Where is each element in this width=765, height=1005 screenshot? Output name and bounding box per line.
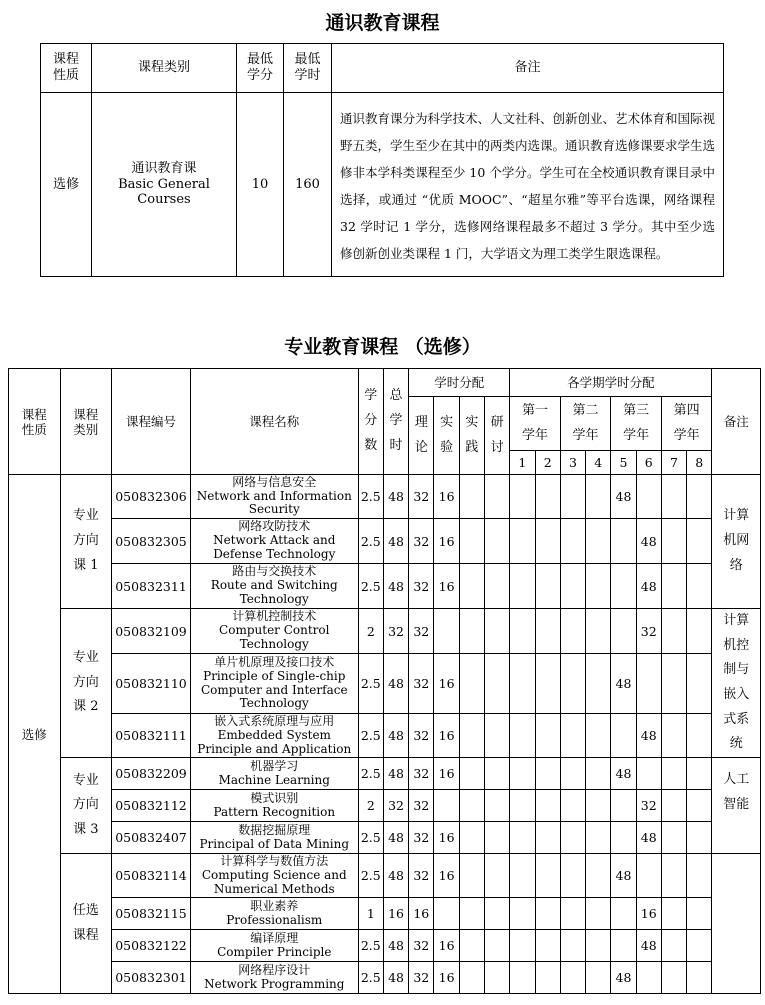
group-name-3: 专业 方向 课 3 (60, 758, 112, 854)
course-name: 编译原理 Compiler Principle (190, 930, 358, 962)
semester-4-hours (586, 898, 611, 930)
semester-6-hours: 32 (636, 609, 661, 654)
group-note-4 (712, 854, 761, 994)
semester-4-hours (586, 854, 611, 898)
course-name: 网络程序设计 Network Programming (190, 962, 358, 994)
semester-8-hours (687, 930, 712, 962)
course-practice-hours (459, 822, 484, 854)
course-practice-hours (459, 930, 484, 962)
course-experiment-hours: 16 (434, 654, 459, 714)
semester-3-hours (560, 564, 585, 609)
header-year-2: 第二 学年 (560, 397, 611, 451)
semester-1-hours (510, 475, 535, 519)
semester-6-hours (636, 475, 661, 519)
semester-2-hours (535, 790, 560, 822)
course-code: 050832311 (112, 564, 191, 609)
semester-5-hours: 48 (611, 475, 636, 519)
semester-2-hours (535, 654, 560, 714)
course-experiment-hours: 16 (434, 822, 459, 854)
semester-7-hours (661, 609, 686, 654)
course-practice-hours (459, 519, 484, 564)
header-semester-distribution: 各学期学时分配 (510, 369, 712, 397)
general-education-table (40, 43, 724, 277)
semester-2-hours (535, 564, 560, 609)
semester-2-hours (535, 898, 560, 930)
course-practice-hours (459, 758, 484, 790)
semester-3-hours (560, 519, 585, 564)
semester-4-hours (586, 714, 611, 758)
general-notes: 通识教育课分为科学技术、人文社科、创新创业、艺术体育和国际视野五类，学生至少在其中的两类内选课。通识教育选修课要求学生选修非本学科类课程至少 10 个学分。学生可在全校通识教育课目录中选择，或通过 “优质 MOOC”、“超星尔雅”等平台选课，网络课程 32 学时记 1 学分，选修网络课程最多不超过 3 学分。其中至少选修创新创业类课程 1 门，大学语文为理工类学生限选课程。 (332, 93, 724, 277)
course-credits: 2.5 (358, 962, 383, 994)
header-category: 课程 类别 (60, 369, 112, 475)
semester-4-hours (586, 930, 611, 962)
semester-6-hours: 48 (636, 519, 661, 564)
course-code: 050832114 (112, 854, 191, 898)
course-theory-hours: 32 (409, 519, 434, 564)
course-theory-hours: 32 (409, 564, 434, 609)
course-name: 嵌入式系统原理与应用 Embedded System Principle and Application (190, 714, 358, 758)
semester-3-hours (560, 758, 585, 790)
semester-3-hours (560, 714, 585, 758)
course-theory-hours: 16 (409, 898, 434, 930)
course-experiment-hours: 16 (434, 854, 459, 898)
semester-1-hours (510, 790, 535, 822)
semester-8-hours (687, 854, 712, 898)
group-name-1: 专业 方向 课 1 (60, 475, 112, 609)
course-practice-hours (459, 714, 484, 758)
pro-nature: 选修 (9, 475, 61, 994)
semester-6-hours (636, 962, 661, 994)
header-notes: 备注 (332, 44, 724, 93)
semester-7-hours (661, 714, 686, 758)
semester-7-hours (661, 519, 686, 564)
course-practice-hours (459, 962, 484, 994)
header-min-hours: 最低 学时 (284, 44, 332, 93)
table-row (9, 930, 761, 962)
semester-5-hours (611, 519, 636, 564)
header-min-credits: 最低 学分 (237, 44, 284, 93)
semester-1-hours (510, 930, 535, 962)
semester-8-hours (687, 962, 712, 994)
course-credits: 2.5 (358, 475, 383, 519)
course-experiment-hours: 16 (434, 475, 459, 519)
course-total-hours: 48 (383, 962, 408, 994)
semester-4-hours (586, 564, 611, 609)
semester-5-hours (611, 790, 636, 822)
course-seminar-hours (484, 564, 509, 609)
course-experiment-hours: 16 (434, 519, 459, 564)
semester-2-hours (535, 962, 560, 994)
general-category: 通识教育课 Basic General Courses (92, 93, 237, 277)
semester-4-hours (586, 790, 611, 822)
course-total-hours: 16 (383, 898, 408, 930)
course-experiment-hours: 16 (434, 962, 459, 994)
header-semester-7: 7 (661, 451, 686, 475)
semester-5-hours: 48 (611, 758, 636, 790)
header-semester-1: 1 (510, 451, 535, 475)
semester-1-hours (510, 822, 535, 854)
semester-6-hours (636, 758, 661, 790)
header-category: 课程类别 (92, 44, 237, 93)
professional-education-title: 专业教育课程 （选修） (284, 336, 481, 358)
course-total-hours: 48 (383, 714, 408, 758)
course-seminar-hours (484, 475, 509, 519)
course-total-hours: 48 (383, 654, 408, 714)
semester-4-hours (586, 519, 611, 564)
semester-7-hours (661, 930, 686, 962)
header-semester-4: 4 (586, 451, 611, 475)
course-credits: 2 (358, 790, 383, 822)
professional-education-table (8, 368, 761, 994)
semester-8-hours (687, 519, 712, 564)
semester-5-hours (611, 714, 636, 758)
course-credits: 2 (358, 609, 383, 654)
header-code: 课程编号 (112, 369, 191, 475)
general-education-title: 通识教育课程 (325, 12, 440, 34)
semester-4-hours (586, 822, 611, 854)
course-seminar-hours (484, 758, 509, 790)
course-credits: 2.5 (358, 854, 383, 898)
course-code: 050832115 (112, 898, 191, 930)
table-row (9, 714, 761, 758)
semester-1-hours (510, 714, 535, 758)
course-code: 050832209 (112, 758, 191, 790)
semester-1-hours (510, 898, 535, 930)
course-total-hours: 48 (383, 822, 408, 854)
course-name: 数据挖掘原理 Principal of Data Mining (190, 822, 358, 854)
table-row (9, 790, 761, 822)
group-note-2: 计算 机控 制与 嵌入 式系 统 (712, 609, 761, 758)
semester-6-hours: 32 (636, 790, 661, 822)
course-credits: 2.5 (358, 519, 383, 564)
general-min-hours: 160 (284, 93, 332, 277)
semester-1-hours (510, 654, 535, 714)
semester-4-hours (586, 609, 611, 654)
header-semester-6: 6 (636, 451, 661, 475)
table-row (9, 609, 761, 654)
semester-3-hours (560, 654, 585, 714)
semester-7-hours (661, 962, 686, 994)
course-theory-hours: 32 (409, 930, 434, 962)
course-theory-hours: 32 (409, 714, 434, 758)
group-name-2: 专业 方向 课 2 (60, 609, 112, 758)
semester-5-hours (611, 609, 636, 654)
table-row (9, 758, 761, 790)
semester-7-hours (661, 854, 686, 898)
semester-5-hours (611, 822, 636, 854)
general-min-credits: 10 (237, 93, 284, 277)
course-theory-hours: 32 (409, 854, 434, 898)
course-practice-hours (459, 654, 484, 714)
general-nature: 选修 (41, 93, 92, 277)
semester-7-hours (661, 822, 686, 854)
course-total-hours: 48 (383, 758, 408, 790)
semester-6-hours: 48 (636, 564, 661, 609)
course-code: 050832110 (112, 654, 191, 714)
header-semester-2: 2 (535, 451, 560, 475)
course-experiment-hours (434, 898, 459, 930)
semester-2-hours (535, 714, 560, 758)
semester-4-hours (586, 962, 611, 994)
course-seminar-hours (484, 898, 509, 930)
course-credits: 2.5 (358, 654, 383, 714)
header-year-1: 第一 学年 (510, 397, 561, 451)
table-row (9, 519, 761, 564)
semester-1-hours (510, 564, 535, 609)
header-semester-5: 5 (611, 451, 636, 475)
semester-6-hours: 48 (636, 930, 661, 962)
semester-7-hours (661, 475, 686, 519)
semester-8-hours (687, 898, 712, 930)
course-theory-hours: 32 (409, 758, 434, 790)
semester-8-hours (687, 609, 712, 654)
semester-6-hours (636, 654, 661, 714)
semester-6-hours: 16 (636, 898, 661, 930)
course-code: 050832109 (112, 609, 191, 654)
header-nature: 课程 性质 (41, 44, 92, 93)
semester-3-hours (560, 898, 585, 930)
course-credits: 2.5 (358, 930, 383, 962)
header-notes: 备注 (712, 369, 761, 475)
course-total-hours: 48 (383, 519, 408, 564)
course-practice-hours (459, 564, 484, 609)
table-row (9, 475, 761, 519)
semester-3-hours (560, 930, 585, 962)
course-practice-hours (459, 854, 484, 898)
semester-3-hours (560, 475, 585, 519)
semester-2-hours (535, 822, 560, 854)
course-total-hours: 48 (383, 475, 408, 519)
pro-header-row-1 (9, 369, 761, 397)
course-code: 050832407 (112, 822, 191, 854)
semester-2-hours (535, 854, 560, 898)
course-experiment-hours: 16 (434, 758, 459, 790)
table-row (9, 654, 761, 714)
semester-3-hours (560, 609, 585, 654)
semester-7-hours (661, 758, 686, 790)
semester-6-hours: 48 (636, 714, 661, 758)
course-total-hours: 48 (383, 930, 408, 962)
semester-2-hours (535, 930, 560, 962)
semester-1-hours (510, 519, 535, 564)
course-credits: 2.5 (358, 564, 383, 609)
header-practice: 实 践 (459, 397, 484, 475)
course-total-hours: 32 (383, 790, 408, 822)
semester-8-hours (687, 822, 712, 854)
semester-1-hours (510, 854, 535, 898)
semester-8-hours (687, 714, 712, 758)
group-note-3: 人工 智能 (712, 758, 761, 854)
header-year-3: 第三 学年 (611, 397, 662, 451)
header-seminar: 研 讨 (484, 397, 509, 475)
semester-4-hours (586, 654, 611, 714)
course-seminar-hours (484, 790, 509, 822)
course-total-hours: 48 (383, 564, 408, 609)
course-code: 050832112 (112, 790, 191, 822)
semester-1-hours (510, 962, 535, 994)
course-name: 计算科学与数值方法 Computing Science and Numerical Methods (190, 854, 358, 898)
general-header-row (41, 44, 724, 93)
semester-5-hours (611, 898, 636, 930)
course-name: 单片机原理及接口技术 Principle of Single-chip Computer and Interface Technology (190, 654, 358, 714)
semester-7-hours (661, 654, 686, 714)
course-theory-hours: 32 (409, 822, 434, 854)
semester-5-hours (611, 930, 636, 962)
course-experiment-hours: 16 (434, 930, 459, 962)
semester-6-hours: 48 (636, 822, 661, 854)
group-note-1: 计算 机网 络 (712, 475, 761, 609)
semester-2-hours (535, 519, 560, 564)
course-name: 网络与信息安全 Network and Information Security (190, 475, 358, 519)
semester-3-hours (560, 790, 585, 822)
semester-8-hours (687, 475, 712, 519)
table-row (9, 962, 761, 994)
semester-7-hours (661, 898, 686, 930)
course-seminar-hours (484, 519, 509, 564)
semester-8-hours (687, 654, 712, 714)
course-practice-hours (459, 475, 484, 519)
course-theory-hours: 32 (409, 962, 434, 994)
course-name: 模式识别 Pattern Recognition (190, 790, 358, 822)
header-total-hours: 总 学 时 (383, 369, 408, 475)
course-code: 050832305 (112, 519, 191, 564)
course-code: 050832111 (112, 714, 191, 758)
course-credits: 2.5 (358, 822, 383, 854)
course-total-hours: 48 (383, 854, 408, 898)
semester-7-hours (661, 790, 686, 822)
course-name: 机器学习 Machine Learning (190, 758, 358, 790)
course-seminar-hours (484, 609, 509, 654)
course-seminar-hours (484, 654, 509, 714)
semester-4-hours (586, 475, 611, 519)
general-data-row (41, 93, 724, 277)
course-code: 050832301 (112, 962, 191, 994)
header-semester-8: 8 (687, 451, 712, 475)
semester-2-hours (535, 475, 560, 519)
course-seminar-hours (484, 714, 509, 758)
course-credits: 1 (358, 898, 383, 930)
semester-8-hours (687, 758, 712, 790)
course-experiment-hours: 16 (434, 714, 459, 758)
course-practice-hours (459, 898, 484, 930)
course-total-hours: 32 (383, 609, 408, 654)
semester-5-hours: 48 (611, 654, 636, 714)
semester-1-hours (510, 758, 535, 790)
course-practice-hours (459, 609, 484, 654)
course-theory-hours: 32 (409, 790, 434, 822)
header-credits: 学 分 数 (358, 369, 383, 475)
semester-5-hours: 48 (611, 962, 636, 994)
semester-5-hours: 48 (611, 854, 636, 898)
header-theory: 理 论 (409, 397, 434, 475)
course-code: 050832306 (112, 475, 191, 519)
table-row (9, 822, 761, 854)
course-name: 网络攻防技术 Network Attack and Defense Technology (190, 519, 358, 564)
semester-3-hours (560, 822, 585, 854)
semester-2-hours (535, 609, 560, 654)
course-name: 计算机控制技术 Computer Control Technology (190, 609, 358, 654)
semester-8-hours (687, 564, 712, 609)
semester-6-hours (636, 854, 661, 898)
table-row (9, 564, 761, 609)
semester-8-hours (687, 790, 712, 822)
semester-3-hours (560, 962, 585, 994)
course-code: 050832122 (112, 930, 191, 962)
course-experiment-hours (434, 790, 459, 822)
course-theory-hours: 32 (409, 475, 434, 519)
course-credits: 2.5 (358, 758, 383, 790)
header-hours-distribution: 学时分配 (409, 369, 510, 397)
table-row (9, 898, 761, 930)
semester-5-hours (611, 564, 636, 609)
header-name: 课程名称 (190, 369, 358, 475)
course-practice-hours (459, 790, 484, 822)
semester-3-hours (560, 854, 585, 898)
header-semester-3: 3 (560, 451, 585, 475)
header-nature: 课程 性质 (9, 369, 61, 475)
course-name: 职业素养 Professionalism (190, 898, 358, 930)
header-experiment: 实 验 (434, 397, 459, 475)
course-experiment-hours (434, 609, 459, 654)
group-name-4: 任选 课程 (60, 854, 112, 994)
semester-4-hours (586, 758, 611, 790)
course-credits: 2.5 (358, 714, 383, 758)
course-theory-hours: 32 (409, 609, 434, 654)
course-theory-hours: 32 (409, 654, 434, 714)
course-seminar-hours (484, 854, 509, 898)
semester-7-hours (661, 564, 686, 609)
table-row (9, 854, 761, 898)
course-seminar-hours (484, 962, 509, 994)
course-seminar-hours (484, 822, 509, 854)
semester-2-hours (535, 758, 560, 790)
course-experiment-hours: 16 (434, 564, 459, 609)
header-year-4: 第四 学年 (661, 397, 712, 451)
semester-1-hours (510, 609, 535, 654)
course-seminar-hours (484, 930, 509, 962)
course-name: 路由与交换技术 Route and Switching Technology (190, 564, 358, 609)
